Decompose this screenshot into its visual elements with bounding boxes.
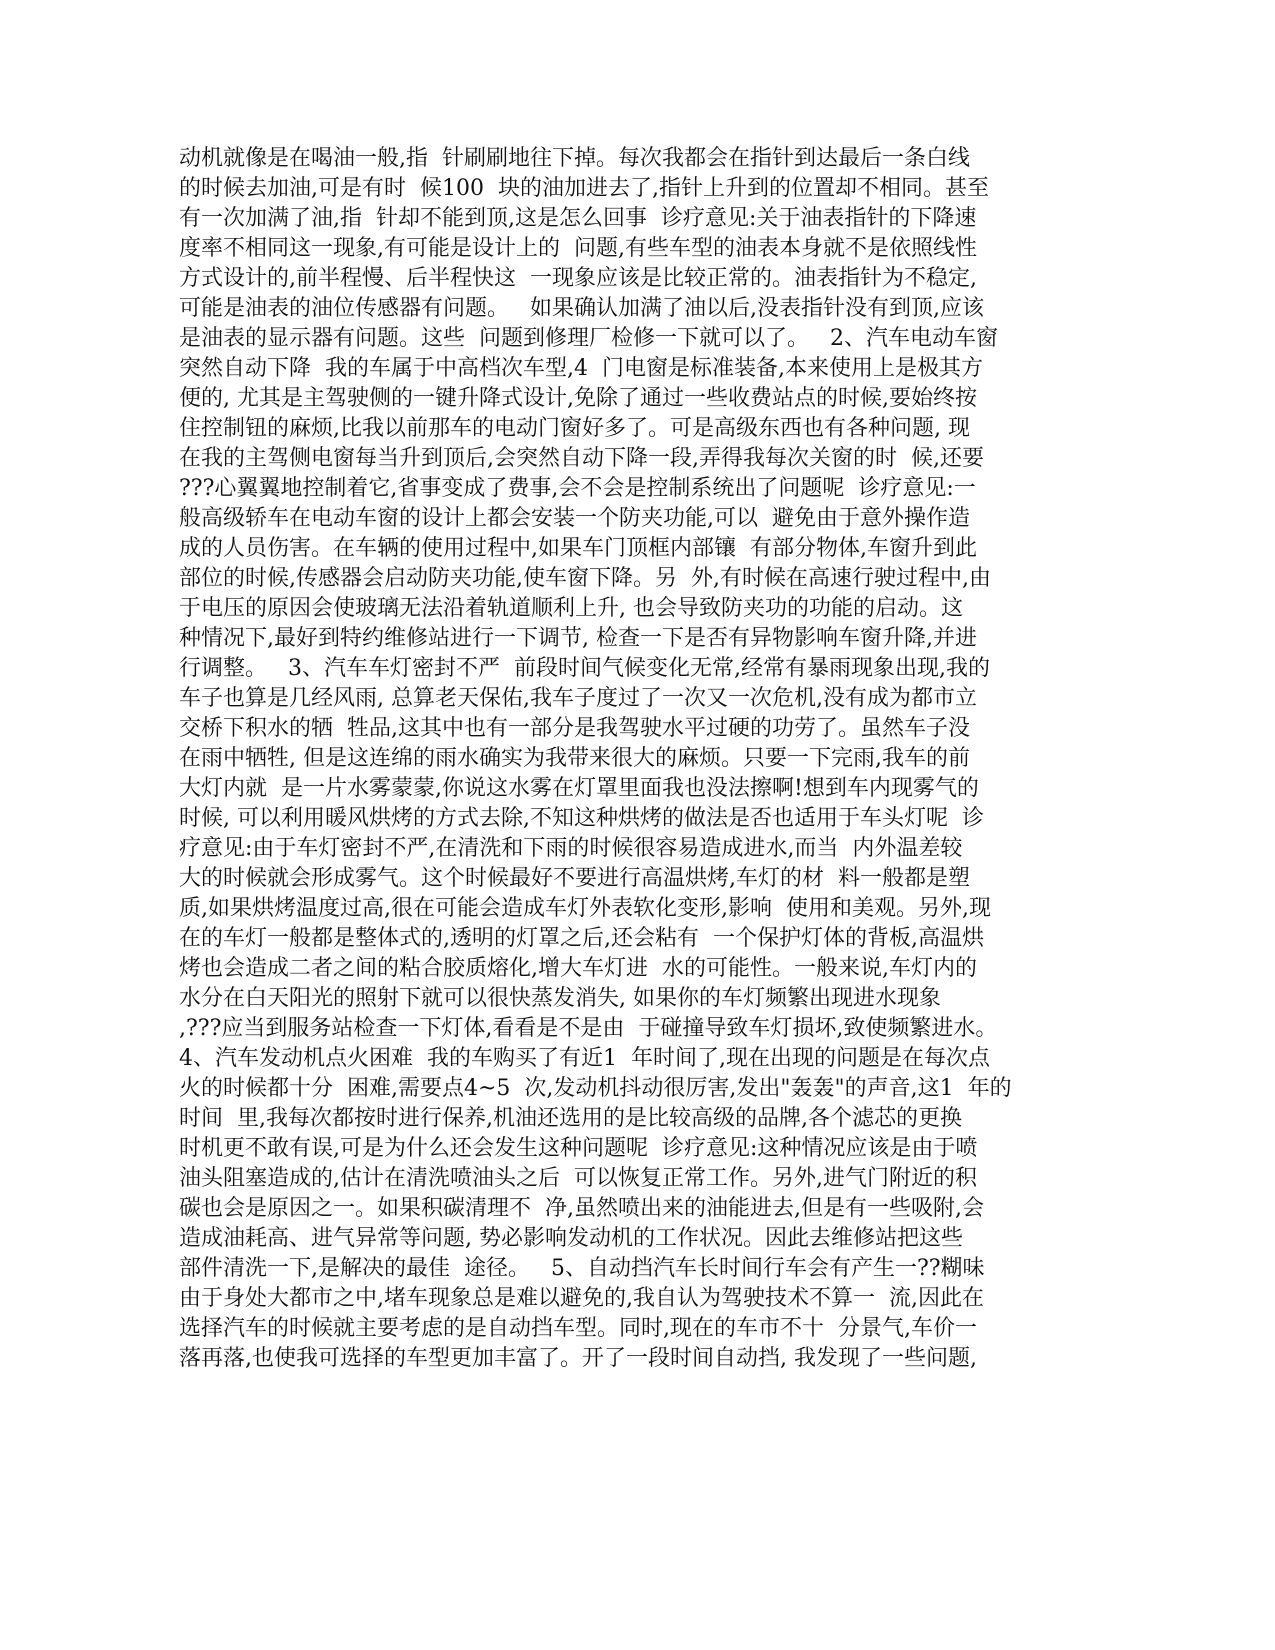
text-line: 时候, 可以利用暖风烘烤的方式去除,不知这种烘烤的做法是否也适用于车头灯呢 诊 (179, 806, 984, 831)
text-line: 大的时候就会形成雾气。这个时候最好不要进行高温烘烤,车灯的材 料一般都是塑 (179, 866, 970, 891)
text-line: 有一次加满了油,指 针却不能到顶,这是怎么回事 诊疗意见:关于油表指针的下降速 (179, 206, 977, 231)
text-line: 车子也算是几经风雨, 总算老天保佑,我车子度过了一次又一次危机,没有成为都市立 (179, 686, 977, 711)
text-line: 落再落,也使我可选择的车型更加丰富了。开了一段时间自动挡, 我发现了一些问题, (179, 1346, 977, 1371)
text-line: 住控制钮的麻烦,比我以前那车的电动门窗好多了。可是高级东西也有各种问题, 现 (179, 416, 970, 441)
text-line: 的时候去加油,可是有时 候100 块的油加进去了,指针上升到的位置却不相同。甚至 (179, 176, 989, 201)
text-line: 由于身处大都市之中,堵车现象总是难以避免的,我自认为驾驶技术不算一 流,因此在 (179, 1286, 984, 1311)
text-line: 4、汽车发动机点火困难 我的车购买了有近1 年时间了,现在出现的问题是在每次点 (179, 1046, 990, 1071)
text-line: 是油表的显示器有问题。这些 问题到修理厂检修一下就可以了。 2、汽车电动车窗 (179, 326, 998, 351)
text-line: 可能是油表的油位传感器有问题。 如果确认加满了油以后,没表指针没有到顶,应该 (179, 296, 984, 321)
text-line: 在雨中牺牲, 但是这连绵的雨水确实为我带来很大的麻烦。只要一下完雨,我车的前 (179, 746, 970, 771)
text-line: 火的时候都十分 困难,需要点4~5 次,发动机抖动很厉害,发出"轰轰"的声音,这1 年的 (179, 1076, 1012, 1101)
text-line: 便的, 尤其是主驾驶侧的一键升降式设计,免除了通过一些收费站点的时候,要始终按 (179, 386, 977, 411)
text-line: 动机就像是在喝油一般,指 针刷刷地往下掉。每次我都会在指针到达最后一条白线 (179, 146, 970, 171)
text-line: 大灯内就 是一片水雾蒙蒙,你说这水雾在灯罩里面我也没法擦啊!想到车内现雾气的 (179, 776, 979, 801)
text-line: 时机更不敢有误,可是为什么还会发生这种问题呢 诊疗意见:这种情况应该是由于喷 (179, 1136, 978, 1161)
text-line: 部位的时候,传感器会启动防夹功能,使车窗下降。另 外,有时候在高速行驶过程中,由 (179, 566, 991, 591)
text-line: 度率不相同这一现象,有可能是设计上的 问题,有些车型的油表本身就不是依照线性 (179, 236, 977, 261)
text-line: 成的人员伤害。在车辆的使用过程中,如果车门顶框内部镶 有部分物体,车窗升到此 (179, 536, 977, 561)
text-line: 般高级轿车在电动车窗的设计上都会安装一个防夹功能,可以 避免由于意外操作造 (179, 506, 970, 531)
text-line: 交桥下积水的牺 牲品,这其中也有一部分是我驾驶水平过硬的功劳了。虽然车子没 (179, 716, 970, 741)
text-line: 疗意见:由于车灯密封不严,在清洗和下雨的时候很容易造成进水,而当 内外温差较 (179, 836, 963, 861)
text-line: 水分在白天阳光的照射下就可以很快蒸发消失, 如果你的车灯频繁出现进水现象 (179, 986, 941, 1011)
text-line: 造成油耗高、进气异常等问题, 势必影响发动机的工作状况。因此去维修站把这些 (179, 1226, 963, 1251)
body-text (179, 144, 1049, 1374)
text-line: 突然自动下降 我的车属于中高档次车型,4 门电窗是标准装备,本来使用上是极其方 (179, 356, 983, 381)
text-line: ,???应当到服务站检查一下灯体,看看是不是由 于碰撞导致车灯损坏,致使频繁进水。 (179, 1016, 998, 1041)
text-line: 在我的主驾侧电窗每当升到顶后,会突然自动下降一段,弄得我每次关窗的时 候,还要 (179, 446, 984, 471)
text-line: 于电压的原因会使玻璃无法沿着轨道顺利上升, 也会导致防夹功的功能的启动。这 (179, 596, 963, 621)
text-line: 质,如果烘烤温度过高,很在可能会造成车灯外表软化变形,影响 使用和美观。另外,现 (179, 896, 991, 921)
text-line: 种情况下,最好到特约维修站进行一下调节, 检查一下是否有异物影响车窗升降,并进 (179, 626, 977, 651)
text-line: 方式设计的,前半程慢、后半程快这 一现象应该是比较正常的。油表指针为不稳定, (179, 266, 977, 291)
text-line: 时间 里,我每次都按时进行保养,机油还选用的是比较高级的品牌,各个滤芯的更换 (179, 1106, 962, 1131)
text-line: 碳也会是原因之一。如果积碳清理不 净,虽然喷出来的油能进去,但是有一些吸附,会 (179, 1196, 984, 1221)
text-line: 选择汽车的时候就主要考虑的是自动挡车型。同时,现在的车市不十 分景气,车价一 (179, 1316, 977, 1341)
text-line: 油头阻塞造成的,估计在清洗喷油头之后 可以恢复正常工作。另外,进气门附近的积 (179, 1166, 977, 1191)
text-line: 烤也会造成二者之间的粘合胶质熔化,增大车灯进 水的可能性。一般来说,车灯内的 (179, 956, 977, 981)
text-line: 部件清洗一下,是解决的最佳 途径。 5、自动挡汽车长时间行车会有产生一??糊味 (179, 1256, 985, 1281)
text-line: 行调整。 3、汽车车灯密封不严 前段时间气候变化无常,经常有暴雨现象出现,我的 (179, 656, 990, 681)
text-line: ???心翼翼地控制着它,省事变成了费事,会不会是控制系统出了问题呢 诊疗意见:一 (179, 476, 976, 501)
text-line: 在的车灯一般都是整体式的,透明的灯罩之后,还会粘有 一个保护灯体的背板,高温烘 (179, 926, 984, 951)
